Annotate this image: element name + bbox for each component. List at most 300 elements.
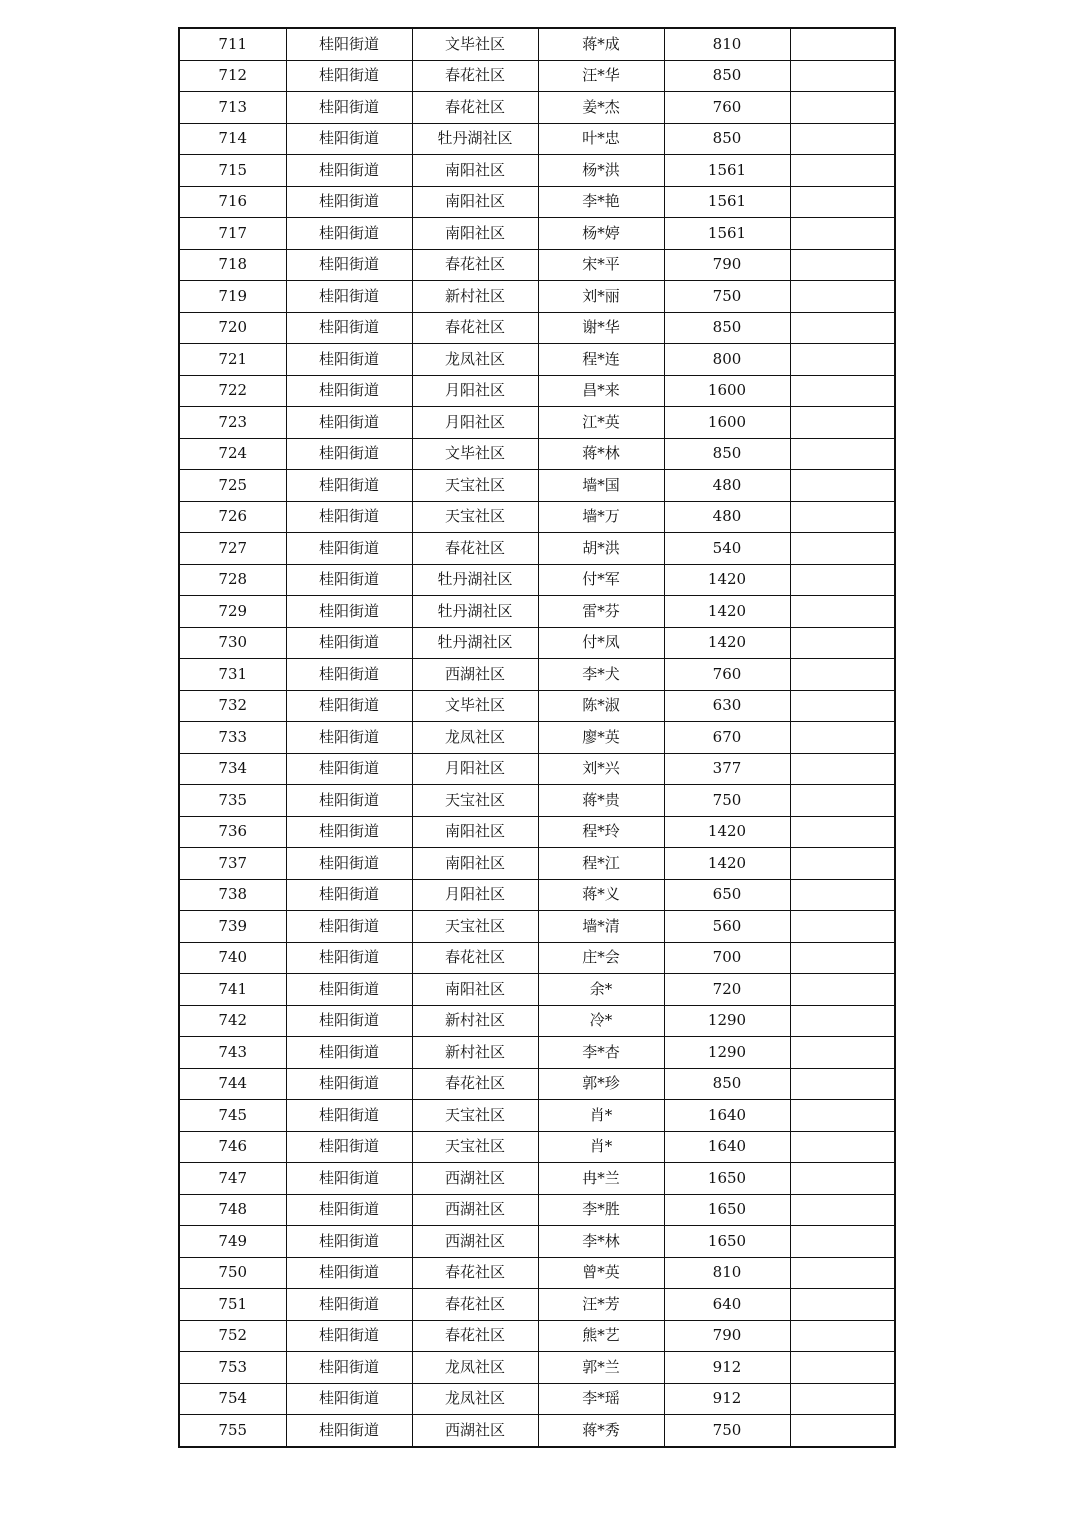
name-cell: 谢*华 [538, 312, 664, 344]
table-row [179, 470, 895, 502]
note-cell [790, 60, 895, 92]
serial-number-cell: 754 [179, 1383, 286, 1415]
name-cell: 余* [538, 974, 664, 1006]
street-cell: 桂阳街道 [286, 312, 412, 344]
note-cell [790, 1005, 895, 1037]
note-cell [790, 28, 895, 60]
amount-cell: 850 [664, 438, 790, 470]
note-cell [790, 375, 895, 407]
note-cell [790, 1131, 895, 1163]
name-cell: 付*凤 [538, 627, 664, 659]
amount-cell: 1420 [664, 816, 790, 848]
street-cell: 桂阳街道 [286, 1005, 412, 1037]
name-cell: 陈*淑 [538, 690, 664, 722]
name-cell: 蒋*贵 [538, 785, 664, 817]
amount-cell: 1640 [664, 1131, 790, 1163]
table-row [179, 785, 895, 817]
note-cell [790, 1226, 895, 1258]
name-cell: 蒋*义 [538, 879, 664, 911]
table-row [179, 722, 895, 754]
amount-cell: 640 [664, 1289, 790, 1321]
serial-number-cell: 718 [179, 249, 286, 281]
street-cell: 桂阳街道 [286, 28, 412, 60]
table-row [179, 659, 895, 691]
serial-number-cell: 714 [179, 123, 286, 155]
name-cell: 李*杏 [538, 1037, 664, 1069]
table-row [179, 281, 895, 313]
street-cell: 桂阳街道 [286, 1257, 412, 1289]
amount-cell: 1650 [664, 1226, 790, 1258]
serial-number-cell: 755 [179, 1415, 286, 1447]
name-cell: 杨*洪 [538, 155, 664, 187]
amount-cell: 810 [664, 28, 790, 60]
community-cell: 春花社区 [412, 312, 538, 344]
community-cell: 牡丹湖社区 [412, 123, 538, 155]
street-cell: 桂阳街道 [286, 564, 412, 596]
name-cell: 李*胜 [538, 1194, 664, 1226]
amount-cell: 630 [664, 690, 790, 722]
community-cell: 春花社区 [412, 1320, 538, 1352]
note-cell [790, 1257, 895, 1289]
street-cell: 桂阳街道 [286, 1037, 412, 1069]
street-cell: 桂阳街道 [286, 1226, 412, 1258]
note-cell [790, 816, 895, 848]
community-cell: 天宝社区 [412, 1100, 538, 1132]
name-cell: 李*林 [538, 1226, 664, 1258]
serial-number-cell: 739 [179, 911, 286, 943]
street-cell: 桂阳街道 [286, 1068, 412, 1100]
amount-cell: 1420 [664, 627, 790, 659]
community-cell: 牡丹湖社区 [412, 627, 538, 659]
note-cell [790, 722, 895, 754]
note-cell [790, 407, 895, 439]
street-cell: 桂阳街道 [286, 848, 412, 880]
street-cell: 桂阳街道 [286, 816, 412, 848]
amount-cell: 720 [664, 974, 790, 1006]
amount-cell: 700 [664, 942, 790, 974]
table-row [179, 753, 895, 785]
table-row [179, 911, 895, 943]
name-cell: 墙*万 [538, 501, 664, 533]
community-cell: 天宝社区 [412, 1131, 538, 1163]
table-row [179, 1257, 895, 1289]
amount-cell: 800 [664, 344, 790, 376]
table-row [179, 123, 895, 155]
community-cell: 月阳社区 [412, 879, 538, 911]
street-cell: 桂阳街道 [286, 1320, 412, 1352]
table-row [179, 1289, 895, 1321]
note-cell [790, 627, 895, 659]
amount-cell: 377 [664, 753, 790, 785]
name-cell: 郭*兰 [538, 1352, 664, 1384]
table-row [179, 407, 895, 439]
amount-cell: 1640 [664, 1100, 790, 1132]
serial-number-cell: 751 [179, 1289, 286, 1321]
note-cell [790, 470, 895, 502]
street-cell: 桂阳街道 [286, 753, 412, 785]
note-cell [790, 564, 895, 596]
serial-number-cell: 730 [179, 627, 286, 659]
community-cell: 文毕社区 [412, 690, 538, 722]
amount-cell: 1561 [664, 155, 790, 187]
street-cell: 桂阳街道 [286, 1163, 412, 1195]
street-cell: 桂阳街道 [286, 627, 412, 659]
community-cell: 春花社区 [412, 92, 538, 124]
name-cell: 汪*芳 [538, 1289, 664, 1321]
community-cell: 春花社区 [412, 60, 538, 92]
serial-number-cell: 717 [179, 218, 286, 250]
note-cell [790, 785, 895, 817]
table-row [179, 312, 895, 344]
note-cell [790, 1383, 895, 1415]
community-cell: 南阳社区 [412, 218, 538, 250]
note-cell [790, 1037, 895, 1069]
amount-cell: 750 [664, 1415, 790, 1447]
serial-number-cell: 743 [179, 1037, 286, 1069]
table-row [179, 60, 895, 92]
amount-cell: 1290 [664, 1037, 790, 1069]
serial-number-cell: 732 [179, 690, 286, 722]
serial-number-cell: 720 [179, 312, 286, 344]
street-cell: 桂阳街道 [286, 186, 412, 218]
street-cell: 桂阳街道 [286, 281, 412, 313]
note-cell [790, 1163, 895, 1195]
table-row [179, 218, 895, 250]
serial-number-cell: 712 [179, 60, 286, 92]
street-cell: 桂阳街道 [286, 1100, 412, 1132]
table-row [179, 375, 895, 407]
serial-number-cell: 738 [179, 879, 286, 911]
note-cell [790, 438, 895, 470]
street-cell: 桂阳街道 [286, 974, 412, 1006]
note-cell [790, 659, 895, 691]
amount-cell: 760 [664, 92, 790, 124]
amount-cell: 1290 [664, 1005, 790, 1037]
name-cell: 蒋*林 [538, 438, 664, 470]
street-cell: 桂阳街道 [286, 690, 412, 722]
table-row [179, 1226, 895, 1258]
table-row [179, 1415, 895, 1447]
table-row [179, 28, 895, 60]
serial-number-cell: 753 [179, 1352, 286, 1384]
street-cell: 桂阳街道 [286, 407, 412, 439]
name-cell: 杨*婷 [538, 218, 664, 250]
amount-cell: 1420 [664, 848, 790, 880]
serial-number-cell: 740 [179, 942, 286, 974]
amount-cell: 850 [664, 1068, 790, 1100]
name-cell: 肖* [538, 1100, 664, 1132]
community-cell: 春花社区 [412, 1257, 538, 1289]
note-cell [790, 501, 895, 533]
street-cell: 桂阳街道 [286, 218, 412, 250]
community-cell: 天宝社区 [412, 785, 538, 817]
street-cell: 桂阳街道 [286, 249, 412, 281]
table-row [179, 1005, 895, 1037]
table-row [179, 564, 895, 596]
amount-cell: 1420 [664, 564, 790, 596]
name-cell: 墙*清 [538, 911, 664, 943]
community-cell: 龙凤社区 [412, 344, 538, 376]
name-cell: 肖* [538, 1131, 664, 1163]
serial-number-cell: 747 [179, 1163, 286, 1195]
serial-number-cell: 745 [179, 1100, 286, 1132]
table-row [179, 92, 895, 124]
name-cell: 曾*英 [538, 1257, 664, 1289]
serial-number-cell: 735 [179, 785, 286, 817]
name-cell: 宋*平 [538, 249, 664, 281]
table-row [179, 438, 895, 470]
amount-cell: 850 [664, 123, 790, 155]
street-cell: 桂阳街道 [286, 1415, 412, 1447]
serial-number-cell: 752 [179, 1320, 286, 1352]
table-row [179, 816, 895, 848]
note-cell [790, 879, 895, 911]
note-cell [790, 1068, 895, 1100]
name-cell: 昌*来 [538, 375, 664, 407]
serial-number-cell: 746 [179, 1131, 286, 1163]
note-cell [790, 1320, 895, 1352]
name-cell: 蒋*秀 [538, 1415, 664, 1447]
note-cell [790, 312, 895, 344]
street-cell: 桂阳街道 [286, 659, 412, 691]
amount-cell: 750 [664, 785, 790, 817]
name-cell: 廖*英 [538, 722, 664, 754]
amount-cell: 750 [664, 281, 790, 313]
street-cell: 桂阳街道 [286, 1194, 412, 1226]
community-cell: 西湖社区 [412, 1194, 538, 1226]
amount-cell: 670 [664, 722, 790, 754]
note-cell [790, 533, 895, 565]
name-cell: 程*玲 [538, 816, 664, 848]
name-cell: 付*军 [538, 564, 664, 596]
amount-cell: 810 [664, 1257, 790, 1289]
street-cell: 桂阳街道 [286, 1131, 412, 1163]
name-cell: 刘*兴 [538, 753, 664, 785]
street-cell: 桂阳街道 [286, 344, 412, 376]
serial-number-cell: 722 [179, 375, 286, 407]
table-row [179, 627, 895, 659]
serial-number-cell: 719 [179, 281, 286, 313]
street-cell: 桂阳街道 [286, 1352, 412, 1384]
community-cell: 月阳社区 [412, 375, 538, 407]
community-cell: 春花社区 [412, 1068, 538, 1100]
community-cell: 天宝社区 [412, 470, 538, 502]
name-cell: 熊*艺 [538, 1320, 664, 1352]
community-cell: 龙凤社区 [412, 1383, 538, 1415]
name-cell: 郭*珍 [538, 1068, 664, 1100]
serial-number-cell: 728 [179, 564, 286, 596]
amount-cell: 912 [664, 1352, 790, 1384]
community-cell: 新村社区 [412, 1005, 538, 1037]
amount-cell: 1600 [664, 407, 790, 439]
community-cell: 南阳社区 [412, 186, 538, 218]
amount-cell: 850 [664, 312, 790, 344]
street-cell: 桂阳街道 [286, 375, 412, 407]
serial-number-cell: 729 [179, 596, 286, 628]
community-cell: 西湖社区 [412, 1226, 538, 1258]
serial-number-cell: 721 [179, 344, 286, 376]
community-cell: 春花社区 [412, 942, 538, 974]
note-cell [790, 218, 895, 250]
street-cell: 桂阳街道 [286, 596, 412, 628]
name-cell: 雷*芬 [538, 596, 664, 628]
table-row [179, 942, 895, 974]
name-cell: 胡*洪 [538, 533, 664, 565]
amount-cell: 760 [664, 659, 790, 691]
street-cell: 桂阳街道 [286, 1289, 412, 1321]
serial-number-cell: 715 [179, 155, 286, 187]
community-cell: 龙凤社区 [412, 1352, 538, 1384]
community-cell: 新村社区 [412, 281, 538, 313]
community-cell: 牡丹湖社区 [412, 564, 538, 596]
note-cell [790, 344, 895, 376]
community-cell: 南阳社区 [412, 974, 538, 1006]
table-row [179, 186, 895, 218]
table-row [179, 155, 895, 187]
note-cell [790, 942, 895, 974]
amount-cell: 1561 [664, 218, 790, 250]
street-cell: 桂阳街道 [286, 533, 412, 565]
community-cell: 春花社区 [412, 533, 538, 565]
name-cell: 程*江 [538, 848, 664, 880]
note-cell [790, 1194, 895, 1226]
note-cell [790, 123, 895, 155]
name-cell: 汪*华 [538, 60, 664, 92]
serial-number-cell: 725 [179, 470, 286, 502]
serial-number-cell: 737 [179, 848, 286, 880]
table-row [179, 1037, 895, 1069]
serial-number-cell: 744 [179, 1068, 286, 1100]
name-cell: 李*艳 [538, 186, 664, 218]
table-row [179, 501, 895, 533]
serial-number-cell: 750 [179, 1257, 286, 1289]
street-cell: 桂阳街道 [286, 92, 412, 124]
table-row [179, 879, 895, 911]
name-cell: 墙*国 [538, 470, 664, 502]
serial-number-cell: 733 [179, 722, 286, 754]
serial-number-cell: 731 [179, 659, 286, 691]
note-cell [790, 1100, 895, 1132]
amount-cell: 1561 [664, 186, 790, 218]
note-cell [790, 974, 895, 1006]
community-cell: 西湖社区 [412, 659, 538, 691]
serial-number-cell: 749 [179, 1226, 286, 1258]
table-row [179, 1352, 895, 1384]
street-cell: 桂阳街道 [286, 123, 412, 155]
table-row [179, 1163, 895, 1195]
name-cell: 李*瑶 [538, 1383, 664, 1415]
amount-cell: 650 [664, 879, 790, 911]
amount-cell: 850 [664, 60, 790, 92]
community-cell: 龙凤社区 [412, 722, 538, 754]
amount-cell: 480 [664, 470, 790, 502]
community-cell: 文毕社区 [412, 28, 538, 60]
note-cell [790, 249, 895, 281]
serial-number-cell: 711 [179, 28, 286, 60]
amount-cell: 540 [664, 533, 790, 565]
community-cell: 南阳社区 [412, 816, 538, 848]
street-cell: 桂阳街道 [286, 501, 412, 533]
table-row [179, 1068, 895, 1100]
name-cell: 冷* [538, 1005, 664, 1037]
table-row [179, 1320, 895, 1352]
street-cell: 桂阳街道 [286, 911, 412, 943]
community-cell: 月阳社区 [412, 407, 538, 439]
serial-number-cell: 724 [179, 438, 286, 470]
note-cell [790, 281, 895, 313]
name-cell: 程*连 [538, 344, 664, 376]
serial-number-cell: 741 [179, 974, 286, 1006]
note-cell [790, 186, 895, 218]
community-cell: 天宝社区 [412, 501, 538, 533]
note-cell [790, 1352, 895, 1384]
community-cell: 天宝社区 [412, 911, 538, 943]
amount-cell: 1650 [664, 1163, 790, 1195]
street-cell: 桂阳街道 [286, 879, 412, 911]
community-cell: 西湖社区 [412, 1163, 538, 1195]
note-cell [790, 1415, 895, 1447]
community-cell: 春花社区 [412, 249, 538, 281]
table-row [179, 344, 895, 376]
serial-number-cell: 736 [179, 816, 286, 848]
name-cell: 冉*兰 [538, 1163, 664, 1195]
community-cell: 月阳社区 [412, 753, 538, 785]
street-cell: 桂阳街道 [286, 438, 412, 470]
name-cell: 叶*忠 [538, 123, 664, 155]
serial-number-cell: 713 [179, 92, 286, 124]
table-row [179, 596, 895, 628]
name-cell: 庄*会 [538, 942, 664, 974]
table-row [179, 848, 895, 880]
serial-number-cell: 723 [179, 407, 286, 439]
serial-number-cell: 716 [179, 186, 286, 218]
community-cell: 春花社区 [412, 1289, 538, 1321]
table-row [179, 1194, 895, 1226]
serial-number-cell: 748 [179, 1194, 286, 1226]
amount-cell: 1600 [664, 375, 790, 407]
street-cell: 桂阳街道 [286, 722, 412, 754]
street-cell: 桂阳街道 [286, 1383, 412, 1415]
name-cell: 姜*杰 [538, 92, 664, 124]
name-cell: 江*英 [538, 407, 664, 439]
serial-number-cell: 742 [179, 1005, 286, 1037]
serial-number-cell: 734 [179, 753, 286, 785]
table-row [179, 1131, 895, 1163]
name-cell: 蒋*成 [538, 28, 664, 60]
table-row [179, 974, 895, 1006]
amount-cell: 480 [664, 501, 790, 533]
serial-number-cell: 727 [179, 533, 286, 565]
note-cell [790, 92, 895, 124]
table-row [179, 533, 895, 565]
table-row [179, 690, 895, 722]
roster-table [178, 27, 896, 1448]
amount-cell: 912 [664, 1383, 790, 1415]
community-cell: 南阳社区 [412, 155, 538, 187]
note-cell [790, 1289, 895, 1321]
note-cell [790, 911, 895, 943]
street-cell: 桂阳街道 [286, 942, 412, 974]
amount-cell: 1420 [664, 596, 790, 628]
note-cell [790, 753, 895, 785]
table-row [179, 249, 895, 281]
street-cell: 桂阳街道 [286, 470, 412, 502]
note-cell [790, 155, 895, 187]
street-cell: 桂阳街道 [286, 60, 412, 92]
street-cell: 桂阳街道 [286, 785, 412, 817]
note-cell [790, 596, 895, 628]
note-cell [790, 848, 895, 880]
